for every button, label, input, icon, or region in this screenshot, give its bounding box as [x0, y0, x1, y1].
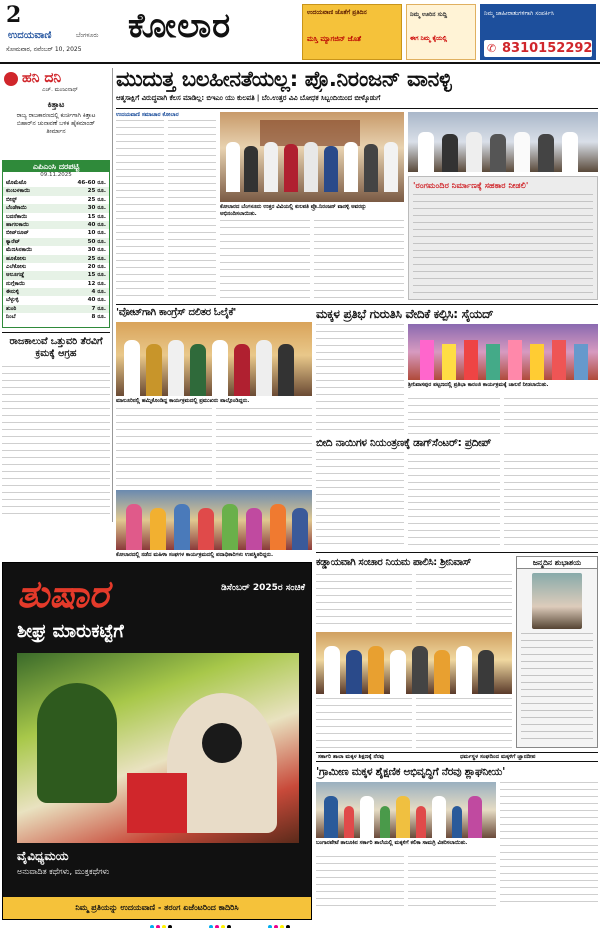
column-text: ರಾಜ್ಯ ರಾಜಕಾರಣದಲ್ಲಿ ಕುರ್ಚಿಗಾಗಿ ಕಿತ್ತಾಟ ಬಿಹಾರ್‌ನ ಚುನಾವಣೆ ಬಳಿಕ ಹೈಕಮಾಂಡ್ ತೀರ್ಮಾನ — [16, 112, 96, 135]
price-value: 50 ರೂ. — [87, 238, 106, 245]
tushara-cover-label: ವೈವಿಧ್ಯಮಯ — [17, 849, 69, 863]
tushara-footer: ನಿಮ್ಮ ಪ್ರತಿಯನ್ನು ಉದಯವಾಣಿ - ತರಂಗ ಏಜೆಂಟರಿಂದ ಕಾದಿರಿಸಿ — [3, 897, 311, 919]
strip-left: ಸರ್ಕಾರಿ ಶಾಲಾ ಮಕ್ಕಳ ಶಿಕ್ಷಣಕ್ಕೆ ನೆರವು — [318, 754, 385, 760]
price-row — [3, 296, 109, 304]
price-item: ಬೆಂಡೆಕಾಯಿ — [6, 205, 27, 212]
drop-icon — [4, 72, 18, 86]
birthday-box — [516, 556, 598, 748]
price-row — [3, 271, 109, 279]
price-value: 25 ರೂ. — [87, 255, 106, 262]
talent-body-1 — [316, 324, 404, 434]
lead-dateline: ಉದಯವಾಣಿ ಸಮಾಚಾರ ಕೋಲಾರ — [116, 112, 179, 118]
traffic-body-4 — [416, 698, 512, 748]
price-item: ಬೀಟ್‌ರೂಟ್ — [6, 230, 29, 237]
rural-body-3 — [408, 856, 496, 908]
price-row — [3, 187, 109, 195]
phone-icon: ✆ — [487, 42, 497, 55]
lead-photo-caption: ಕೋಲಾರದ ಬೆಂಗಳೂರು ಉತ್ತರ ವಿವಿಯಲ್ಲಿ ಕುಲಪತಿ ಪ್ರೊ.ನಿರಂಜನ್ ವಾನಳ್ಳಿ ಅವರನ್ನು ಅಭಿನಂದಿಸಲಾಯಿತು. — [220, 204, 367, 217]
women-caption: ಕೋಲಾರದಲ್ಲಿ ನಡೆದ ಮಹಿಳಾ ಸಂಘಗಳ ಕಾರ್ಯಕ್ರಮದಲ್ಲಿ ಪದಾಧಿಕಾರಿಗಳು ಉಪಸ್ಥಿತರಿದ್ದರು. — [116, 552, 274, 558]
price-item: ಟೊಮೆಟೊ — [6, 180, 27, 186]
column-logo-word: ಹನಿ ದನಿ — [22, 70, 62, 86]
traffic-photo — [316, 632, 512, 694]
price-item: ನುಗ್ಗೆಕಾಯಿ — [6, 280, 25, 287]
price-value: 46-60 ರೂ. — [77, 180, 106, 186]
price-item: ಎಲೆಕೋಸು — [6, 263, 27, 270]
price-row — [3, 288, 109, 296]
price-item: ಮೆಣಸಿನಕಾಯಿ — [6, 247, 33, 254]
price-item: ಬದನೆಕಾಯಿ — [6, 213, 28, 220]
tushara-cover-sub: ಅನುವಾದಿತ ಕಥೆಗಳು, ಮುಕ್ತಕಥೆಗಳು — [17, 867, 110, 876]
masthead-ad-contact[interactable] — [480, 4, 596, 60]
price-row — [3, 213, 109, 221]
rural-body-1 — [500, 782, 598, 908]
rural-caption: ಬಂಗಾರಪೇಟೆ ತಾಲೂಕಿನ ಸರ್ಕಾರಿ ಶಾಲೆಯಲ್ಲಿ ಮಕ್ಕಳಿಗೆ ಕಲಿಕಾ ಸಾಮಗ್ರಿ ವಿತರಿಸಲಾಯಿತು. — [316, 840, 468, 846]
price-row — [3, 204, 109, 212]
talent-caption: ಶ್ರೀನಿವಾಸಪುರ ಪಟ್ಟಣದಲ್ಲಿ ಪ್ರತಿಭಾ ಕಾರಂಜಿ ಕಾರ್ಯಕ್ರಮಕ್ಕೆ ಚಾಲನೆ ನೀಡಲಾಯಿತು. — [408, 382, 549, 388]
lead-body-col3 — [220, 220, 310, 300]
lead-body-col4 — [314, 220, 404, 300]
tushara-issue: ಡಿಸೆಂಬರ್ 2025ರ ಸಂಚಿಕೆ — [221, 583, 305, 593]
price-item: ಶುಂಠಿ — [6, 305, 17, 312]
price-value: 25 ರೂ. — [87, 196, 106, 203]
masthead-ad-local-news[interactable] — [406, 4, 476, 60]
ad-contact-phone-box — [484, 40, 592, 57]
ad-contact-text: ನಿಮ್ಮ ಜಾಹೀರಾತುಗಳಿಗಾಗಿ ಸಂಪರ್ಕಿಸಿ — [484, 10, 555, 17]
price-row — [3, 179, 109, 187]
column-logo — [2, 68, 110, 96]
lead-subhead: ಆತ್ಮಸಾಕ್ಷಿಗೆ ವಿರುದ್ಧವಾಗಿ ಕೆಲಸ ಮಾಡಿಲ್ಲ: ಬಿಇಎಂ ಯು ಕುಲಪತಿ | ಬೆಂ.ಉತ್ತರ ವಿವಿ ಬೋಧಕ ಸಿಬ್ಬಂದಿಯಿಂದ ಬೀಳ್ಕೊಡುಗೆ — [116, 94, 381, 102]
price-item: ಬೆಳ್ಳುಳ್ಳಿ — [6, 297, 19, 304]
birthday-headline: ಜನ್ಮದಿನ ಶುಭಾಶಯ — [517, 557, 597, 569]
price-row — [3, 229, 109, 237]
price-row — [3, 255, 109, 263]
issue-date: ಸೋಮವಾರ, ನವೆಂಬರ್ 10, 2025 — [6, 46, 82, 53]
dog-body-3 — [504, 502, 598, 550]
price-date: 09.11.2025 — [40, 172, 72, 178]
price-title: ಎಪಿಎಂಸಿ ದರಪಟ್ಟಿ — [3, 161, 109, 172]
price-row — [3, 196, 109, 204]
tushara-title: ತುಷಾರ — [17, 571, 109, 616]
lead-photo-2 — [408, 112, 598, 172]
lead-body-col1 — [116, 120, 164, 300]
strip-right: ಧರ್ಮಸ್ಥಳ ಸಂಘದಿಂದ ಮಕ್ಕಳಿಗೆ ಜ್ಞಾನದೀಪ — [460, 754, 536, 760]
price-box — [2, 160, 110, 328]
rural-body-2 — [316, 856, 404, 908]
price-item: ಆಲೂಗಡ್ಡೆ — [6, 272, 25, 279]
price-value: 40 ರೂ. — [87, 221, 106, 228]
price-item: ಹೂಕೋಸು — [6, 255, 27, 262]
price-row — [3, 246, 109, 254]
ad-local-bottom: ಈಗ ನಿಮ್ಮ ಕೈಯಲ್ಲಿ — [410, 35, 448, 42]
price-value: 15 ರೂ. — [87, 272, 106, 279]
price-value: 40 ರೂ. — [87, 297, 106, 304]
birthday-photo — [532, 573, 582, 629]
talent-photo — [408, 324, 598, 380]
traffic-body-2 — [416, 574, 512, 630]
traffic-body-1 — [316, 574, 412, 630]
congress-headline: 'ವೋಟ್‌ಗಾಗಿ ಕಾಂಗ್ರೆಸ್ ದಲಿತರ ಓಲೈಕೆ' — [116, 307, 236, 318]
price-item: ಹಾಗಲಕಾಯಿ — [6, 221, 30, 228]
price-item: ಬೀನ್ಸ್ — [6, 196, 17, 203]
congress-body-2 — [216, 408, 312, 486]
masthead-ad-magazine[interactable] — [302, 4, 402, 60]
birthday-body — [521, 633, 593, 741]
rural-headline: 'ಗ್ರಾಮೀಣ ಮಕ್ಕಳ ಶೈಕ್ಷಣಿಕ ಅಭಿವೃದ್ಧಿಗೆ ನೆರವು ಶ್ಲಾಘನೀಯ' — [316, 766, 505, 778]
tushara-cover-art — [17, 653, 299, 843]
column-title: ಕಿತ್ತಾಟ — [47, 100, 65, 109]
price-item: ನಿಂಬೆ — [6, 314, 16, 321]
traffic-headline: ಕಡ್ಡಾಯವಾಗಿ ಸಂಚಾರ ನಿಯಮ ಪಾಲಿಸಿ: ಶ್ರೀನಿವಾಸ್ — [316, 557, 471, 568]
price-value: 4 ರೂ. — [91, 289, 106, 296]
price-row — [3, 221, 109, 229]
page-number: 2 — [6, 2, 22, 28]
sidebar-divider — [2, 332, 110, 333]
price-value: 15 ರೂ. — [87, 213, 106, 220]
dog-body-2 — [408, 502, 500, 550]
sidebar — [2, 68, 110, 328]
price-value: 20 ರೂ. — [87, 263, 106, 270]
price-row — [3, 313, 109, 321]
lead-headline: ಮುದುತ್ತ ಬಲಹೀನತೆಯಲ್ಲ: ಪ್ರೊ.ನಿರಂಜನ್ ವಾನಳ್ಳಿ — [116, 67, 452, 91]
city-title: ಕೋಲಾರ — [128, 6, 232, 46]
sidebar-story-canal — [2, 336, 110, 522]
tushara-ad[interactable] — [2, 562, 312, 920]
price-item: ಕುಂಬಳಕಾಯಿ — [6, 188, 31, 195]
price-value: 30 ರೂ. — [87, 247, 106, 254]
section-rule-3 — [316, 552, 598, 553]
price-value: 30 ರೂ. — [87, 205, 106, 212]
paper-name: ಉದಯವಾಣಿ — [8, 30, 52, 41]
price-value: 7 ರೂ. — [91, 305, 106, 312]
lead-photo — [220, 112, 404, 202]
col-divider — [112, 68, 113, 522]
women-photo — [116, 490, 312, 550]
lead-body-col2 — [168, 120, 216, 300]
column-author: ಎಚ್. ಮಂಜುನಾಥ್ — [42, 87, 79, 93]
registration-marks — [150, 914, 450, 922]
rural-photo — [316, 782, 496, 838]
masthead — [0, 0, 600, 62]
price-row — [3, 238, 109, 246]
congress-caption: ಮಾಲೂರಿನಲ್ಲಿ ಹಮ್ಮಿಕೊಂಡಿದ್ದ ಕಾರ್ಯಕ್ರಮದಲ್ಲಿ ಪ್ರಮುಖರು ಪಾಲ್ಗೊಂಡಿದ್ದರು. — [116, 398, 250, 404]
price-value: 12 ರೂ. — [87, 280, 106, 287]
dog-headline: ಬೀದಿ ನಾಯಿಗಳ ನಿಯಂತ್ರಣಕ್ಕೆ ಡಾಗ್‌ಸೆಂಟರ್: ಪ್ರದೀಪ್ — [316, 436, 598, 450]
price-value: 25 ರೂ. — [87, 188, 106, 195]
price-row — [3, 263, 109, 271]
talent-headline: ಮಕ್ಕಳ ಪ್ರತಿಭೆ ಗುರುತಿಸಿ ವೇದಿಕೆ ಕಲ್ಪಿಸಿ: ಸೈಯದ್ — [316, 307, 494, 321]
dog-body-1 — [316, 452, 404, 550]
ad-local-top: ನಿಮ್ಮ ಊರಿನ ಸುದ್ದಿ — [410, 11, 448, 18]
price-table — [3, 179, 109, 322]
congress-photo — [116, 322, 312, 396]
box-story-body — [413, 194, 593, 298]
traffic-body-3 — [316, 698, 412, 748]
sidebar-story-body — [2, 366, 110, 520]
price-value: 8 ರೂ. — [91, 314, 106, 321]
box-story-headline: 'ರಂಗಮಂದಿರ ನಿರ್ಮಾಣಕ್ಕೆ ಸಹಕಾರ ನೀಡಲಿ' — [413, 180, 529, 190]
masthead-rule — [0, 62, 600, 64]
price-row — [3, 280, 109, 288]
ad-magazine-text: ಉದಯವಾಣಿ ಜೊತೆಗೆ ಪ್ರತಿದಿನ — [307, 9, 367, 16]
tushara-tagline: ಶೀಘ್ರ ಮಾರುಕಟ್ಟೆಗೆ — [17, 621, 124, 642]
price-item: ಕ್ಯಾರೆಟ್ — [6, 238, 20, 245]
strip-bar — [316, 752, 598, 762]
section-rule-1 — [116, 304, 598, 305]
price-value: 10 ರೂ. — [87, 230, 106, 237]
lead-rule — [116, 108, 598, 109]
ad-contact-phone: 8310152292 — [502, 41, 593, 56]
sidebar-story-headline: ರಾಜಕಾಲುವೆ ಒತ್ತುವರಿ ತೆರವಿಗೆ ಕ್ರಮಕ್ಕೆ ಆಗ್ರಹ — [9, 336, 103, 359]
edition-label: ಬೆಂಗಳೂರು — [76, 32, 99, 39]
congress-body-1 — [116, 408, 212, 486]
price-row — [3, 305, 109, 313]
price-item: ಈರುಳ್ಳಿ — [6, 289, 19, 296]
ad-magazine-sub: ಮಸ್ತಿ ಮ್ಯಾಗಜಿನ್ ಜೊತೆ — [307, 35, 362, 43]
box-story — [408, 176, 598, 300]
